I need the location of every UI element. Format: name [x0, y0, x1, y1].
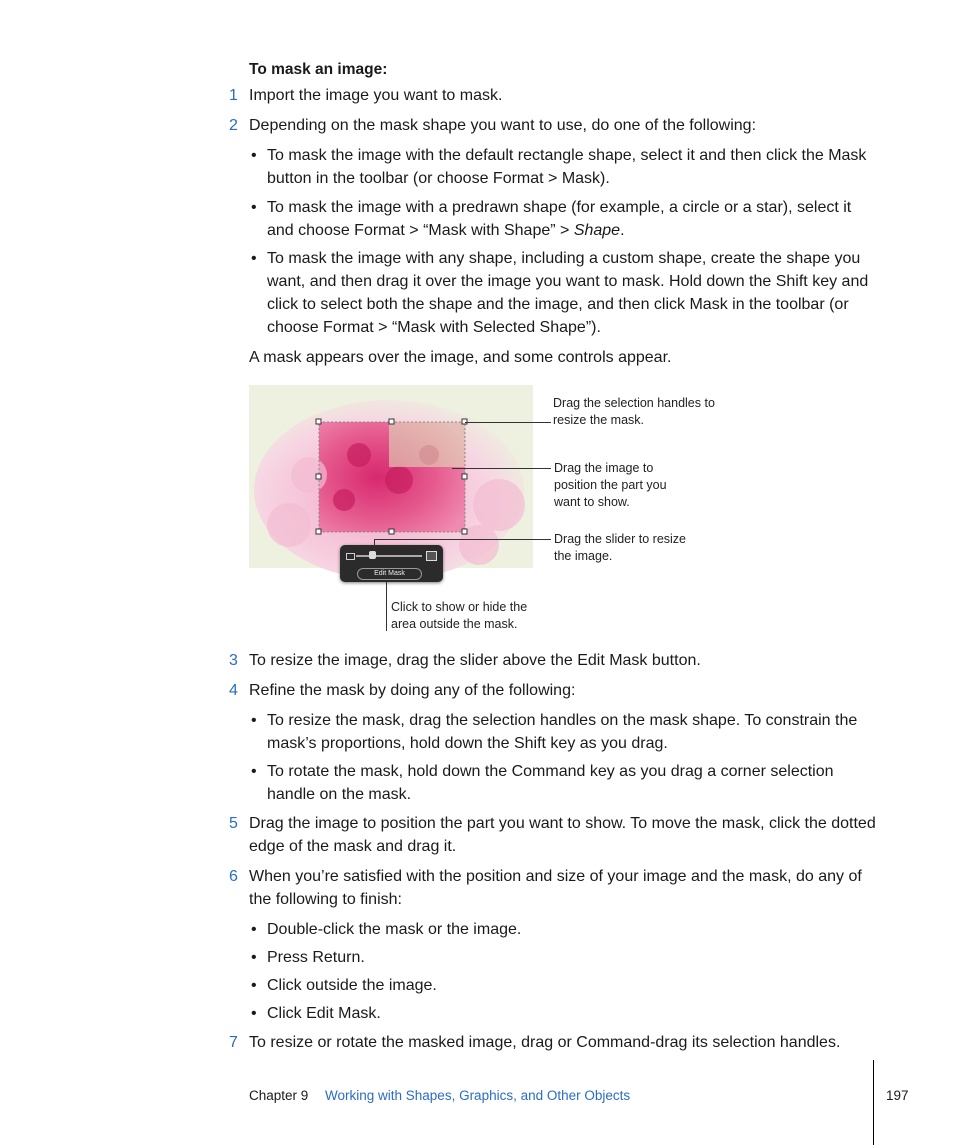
footer-rule — [873, 1060, 874, 1145]
step-text: When you’re satisfied with the position and size of your image and the mask, do any of the following to finish: — [249, 868, 862, 908]
bullet-dot: • — [251, 1005, 257, 1022]
bullet-dot: • — [251, 949, 257, 966]
callout-line-button — [386, 581, 387, 631]
bullet-dot: • — [251, 921, 257, 938]
bullet-text-main: To mask the image with a predrawn shape (for example, a circle or a star), select it and choose Format > “Mask with Shape” > — [267, 199, 852, 239]
footer-chapter: Chapter 9 — [249, 1088, 309, 1103]
section-heading: To mask an image: — [249, 61, 388, 78]
bullet-text: To mask the image with the default rectangle shape, select it and then click the Mask button in the toolbar (or choose Format > Mask). — [267, 147, 867, 187]
callout-image: Drag the image to position the part you want to show. — [554, 461, 667, 509]
step-number: 7 — [229, 1034, 238, 1051]
callout-line-image — [452, 468, 551, 469]
callout-handles: Drag the selection handles to resize the mask. — [553, 396, 715, 427]
bullet-dot: • — [251, 763, 257, 780]
callout-line-handles — [465, 422, 551, 423]
step-number: 2 — [229, 117, 238, 134]
bullet-text: Double-click the mask or the image. — [267, 921, 522, 938]
step-text: Refine the mask by doing any of the following: — [249, 682, 576, 699]
bullet-dot: • — [251, 250, 257, 267]
step-number: 4 — [229, 682, 238, 699]
callout-button: Click to show or hide the area outside the mask. — [391, 600, 528, 631]
callout-slider: Drag the slider to resize the image. — [554, 532, 687, 563]
step-text: Depending on the mask shape you want to use, do one of the following: — [249, 117, 757, 134]
resize-slider-thumb[interactable] — [369, 551, 376, 559]
edit-mask-button[interactable]: Edit Mask — [357, 568, 422, 580]
mask-figure — [249, 385, 719, 635]
step-text: To resize or rotate the masked image, drag or Command-drag its selection handles. — [249, 1034, 841, 1051]
callout-line-slider-h — [374, 539, 551, 540]
resize-slider-track[interactable] — [356, 555, 422, 557]
step-number: 6 — [229, 868, 238, 885]
large-image-icon — [426, 551, 437, 561]
page-number: 197 — [886, 1088, 909, 1103]
bullet-text — [267, 196, 877, 242]
bullet-text-italic: Shape — [573, 222, 621, 239]
bullet-dot: • — [251, 199, 257, 216]
edit-mask-hud — [340, 545, 443, 582]
step-number: 3 — [229, 652, 238, 669]
footer-chapter-title[interactable]: Working with Shapes, Graphics, and Other Objects — [325, 1088, 631, 1103]
bullet-text: To resize the mask, drag the selection handles on the mask shape. To constrain the mask’s proportions, hold down the Shift key as you drag. — [267, 712, 858, 752]
bullet-text: To rotate the mask, hold down the Command key as you drag a corner selection handle on the mask. — [267, 763, 834, 803]
step-text: Import the image you want to mask. — [249, 87, 503, 104]
bullet-dot: • — [251, 712, 257, 729]
bullet-text: To mask the image with any shape, including a custom shape, create the shape you want, and then drag it over the image you want to mask. Hold down the Shift key and click to select both the shape and the image, and then click Mask in the toolbar (or choose Format > “Mask with Selected Shape”). — [267, 250, 869, 336]
bullet-text: Press Return. — [267, 949, 365, 966]
bullet-dot: • — [251, 977, 257, 994]
bullet-dot: • — [251, 147, 257, 164]
bullet-text: Click outside the image. — [267, 977, 437, 994]
step-text: To resize the image, drag the slider above the Edit Mask button. — [249, 652, 701, 669]
bullet-text: Click Edit Mask. — [267, 1005, 381, 1022]
callout-line-slider-v — [374, 539, 375, 549]
step-text: Drag the image to position the part you want to show. To move the mask, click the dotted edge of the mask and drag it. — [249, 815, 876, 855]
bullet-text-end: . — [620, 222, 625, 239]
small-image-icon — [346, 553, 355, 560]
step-number: 1 — [229, 87, 238, 104]
step-number: 5 — [229, 815, 238, 832]
after-paragraph: A mask appears over the image, and some controls appear. — [249, 349, 672, 366]
